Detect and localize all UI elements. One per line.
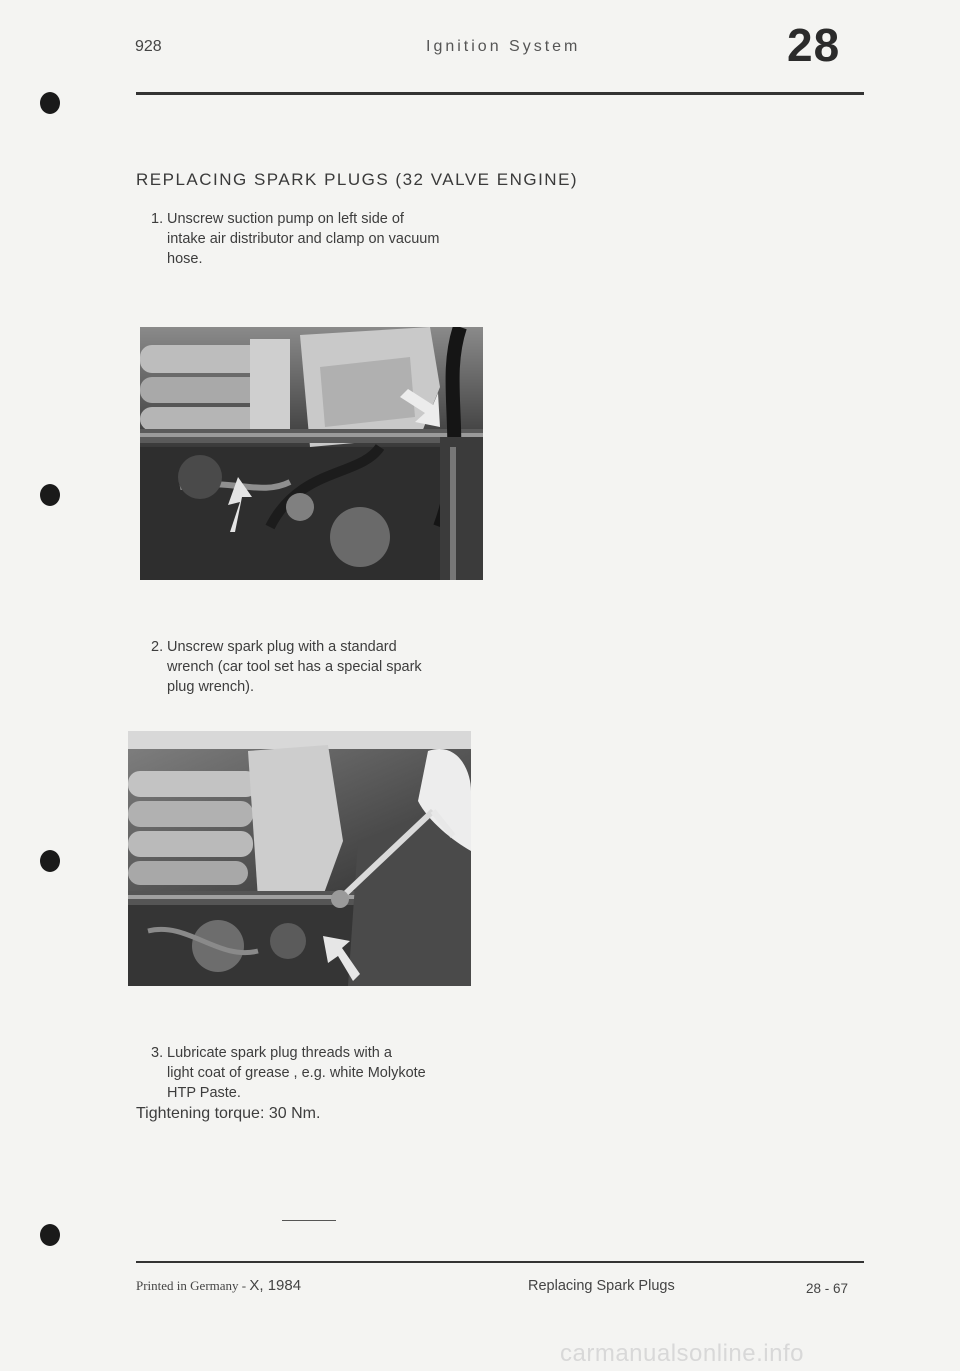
footer-printed [136,1277,301,1294]
step-line: Lubricate spark plug threads with a [167,1045,392,1061]
printed-in: Printed in Germany - [136,1278,247,1293]
edition-date: X, 1984 [249,1277,302,1294]
step-line: Unscrew suction pump on left side of [167,211,404,227]
step-1 [151,209,511,269]
step-line: intake air distributor and clamp on vacuum [167,231,440,247]
binder-hole [40,850,60,872]
step-line: light coat of grease , e.g. white Molykote [167,1065,426,1081]
page-number: 28 - 67 [806,1281,849,1296]
step-line: wrench (car tool set has a special spark [167,659,422,675]
header-rule [136,92,864,95]
engine-photo-spark-plug-wrench [128,731,471,986]
step-number: 2. [151,639,164,655]
section-title: Ignition System [426,38,581,55]
step-2 [151,637,511,697]
watermark: carmanualsonline.info [560,1340,804,1367]
step-number: 3. [151,1045,164,1061]
footer-chapter: Replacing Spark Plugs [528,1278,675,1294]
step-line: Unscrew spark plug with a standard [167,639,397,655]
tightening-torque: Tightening torque: 30 Nm. [136,1105,321,1122]
section-number: 28 [787,19,841,71]
step-line: HTP Paste. [167,1085,241,1101]
step-line: plug wrench). [167,679,255,695]
model-number: 928 [135,38,162,55]
binder-hole [40,484,60,506]
footer-rule [136,1261,864,1263]
step-line: hose. [167,251,203,267]
step-number: 1. [151,211,164,227]
binder-hole [40,1224,60,1246]
page-title: REPLACING SPARK PLUGS (32 VALVE ENGINE) [136,170,579,189]
engine-photo-suction-pump [140,327,483,580]
end-rule [282,1220,336,1221]
step-3 [151,1043,511,1103]
binder-hole [40,92,60,114]
